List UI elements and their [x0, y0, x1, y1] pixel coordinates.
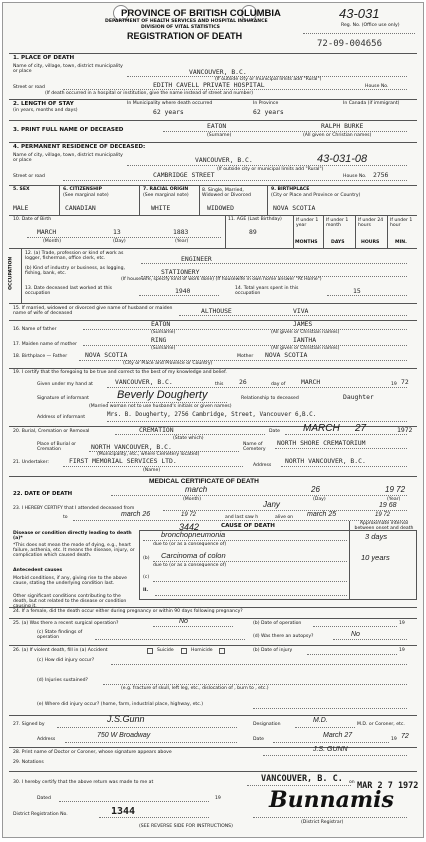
death-year-label: (Year) — [387, 497, 401, 502]
mother-given: IANTHA — [293, 336, 317, 344]
age-col-days: DAYS — [331, 240, 345, 245]
suicide-label: Suicide — [157, 648, 174, 653]
spouse-given: VIVA — [293, 307, 309, 315]
alive-on-year: 19 72 — [375, 512, 391, 518]
mother-label: 17. Maiden name of mother — [13, 342, 78, 347]
birthplace-label: 9. BIRTHPLACE — [271, 187, 310, 192]
last-saw-label: and last saw h — [225, 515, 259, 520]
date-of-death-label: 22. DATE OF DEATH — [13, 491, 73, 497]
deceased-surname: EATON — [207, 122, 227, 130]
disposition-date-month: MARCH — [303, 423, 340, 434]
residence-house-label: House No. — [343, 174, 367, 179]
age-under-1-year: If under 1 year — [296, 218, 319, 228]
stay-canada-label: In Canada (if immigrant) — [343, 101, 400, 106]
birthplace-value: NOVA SCOTIA — [273, 204, 316, 212]
occ-industry-label: (b) Kind of industry or business, as logging, fishing, bank, etc. — [25, 266, 125, 277]
undertaker-address: NORTH VANCOUVER, B.C. — [285, 457, 366, 465]
attended-from: Jany — [263, 500, 280, 509]
cause-b-interval: 10 years — [361, 553, 390, 562]
reg-no-label: Reg. No. (Office use only) — [341, 23, 400, 28]
cause-c-label: (c) — [143, 575, 150, 580]
spouse-label: 15. If married, widowed or divorced give name of husband or maiden name of wife of deceased — [13, 306, 173, 317]
stay-municipality-value: 62 years — [153, 108, 184, 116]
disposition-date-label: Date — [269, 429, 280, 434]
age-under-1-month: If under 1 month — [326, 218, 349, 228]
physician-date: March 27 — [323, 732, 353, 739]
physician-signature: J.S.Gunn — [107, 714, 145, 724]
cause-heading: CAUSE OF DEATH — [221, 523, 275, 529]
disposition-label: 20. Burial, Cremation or Removal — [13, 429, 90, 434]
cause-a-value: bronchopneumonia — [161, 530, 226, 539]
length-of-stay-heading: 2. LENGTH OF STAY — [13, 101, 74, 107]
disposition-value: CREMATION — [139, 426, 174, 434]
autopsy-question: (d) Was there an autopsy? — [253, 634, 314, 639]
burial-place-label: Place of Burial or Cremation — [37, 442, 77, 453]
registrar-place-stamp: VANCOUVER, B. C. — [261, 774, 343, 784]
undertaker-name: FIRST MEMORIAL SERVICES LTD. — [69, 457, 177, 465]
given-under-hand-label: Given under my hand at — [37, 382, 93, 387]
residence-city-value: VANCOUVER, B.C. — [195, 156, 253, 164]
place-of-death-heading: 1. PLACE OF DEATH — [13, 55, 75, 61]
place-city-label: Name of city, village, town, district municipality or place — [13, 64, 123, 75]
informant-signature: Beverly Dougherty — [117, 389, 208, 401]
district-reg-label: District Registration No. — [13, 812, 68, 817]
citizenship-sub: (See marginal note) — [63, 193, 109, 198]
relationship-value: Daughter — [343, 393, 374, 401]
sex-value: MALE — [13, 204, 29, 212]
informant-year: 72 — [401, 378, 409, 386]
stay-municipality-label: In Municipality where death occurred — [127, 101, 213, 106]
antecedent-label: Antecedent causes — [13, 568, 63, 573]
deceased-given-names: RALPH BURKE — [321, 122, 364, 130]
death-day-label: (Day) — [313, 497, 326, 502]
antecedent-hint: Morbid conditions, if any, giving rise to the above cause, stating the underlying condition last. — [13, 576, 127, 587]
place-street-label: Street or road — [13, 85, 45, 90]
place-house-label: House No. — [365, 84, 389, 89]
form-doc-title: REGISTRATION OF DEATH — [127, 31, 243, 41]
father-surname: EATON — [151, 320, 171, 328]
registrar-signature: Bunnamis — [269, 787, 394, 813]
operation-date-year: 19 — [399, 621, 405, 626]
designation-label: Designation — [253, 722, 281, 727]
spouse-surname: ALTHOUSE — [201, 307, 232, 315]
informant-month: MARCH — [301, 378, 321, 386]
dob-label: 10. Date of Birth — [13, 217, 52, 222]
birthplace-mother: NOVA SCOTIA — [265, 351, 308, 359]
informant-year-prefix: 19 — [391, 382, 397, 387]
district-reg-number: 1344 — [111, 806, 136, 817]
instructions-note: (SEE REVERSE SIDE FOR INSTRUCTIONS) — [139, 824, 233, 829]
reg-no-handwritten: 43-031 — [339, 6, 380, 21]
this-label: this — [215, 382, 224, 387]
occ-trade-label: 12. (a) Trade, profession or kind of work as logger, fisherman, office clerk, etc. — [25, 251, 124, 262]
birthplace-father: NOVA SCOTIA — [85, 351, 128, 359]
father-surname-label: (Surname) — [151, 330, 176, 335]
violent-death-label: 26. (a) If violent death, fill in (a) Accident — [13, 648, 108, 653]
age-col-hours: HOURS — [361, 240, 380, 245]
deceased-given-label: (All given or Christian names) — [303, 133, 372, 138]
designation-tail: M.D. or Coroner, etc. — [357, 722, 405, 727]
birthplace-mother-label: Mother — [237, 354, 254, 359]
undertaker-label: 21. Undertaker: — [13, 460, 49, 465]
attended-to-label: to — [63, 515, 68, 520]
marital-value: WIDOWED — [207, 204, 234, 212]
dob-month: MARCH — [37, 228, 57, 236]
cause-footnote: *This does not mean the mode of dying, e.g., heart failure, asthenia, etc. It means the disease, injury, or complication which caused death. — [13, 543, 135, 559]
cemetery-label: Name of Cemetery — [243, 442, 266, 453]
homicide-checkbox[interactable] — [219, 648, 225, 654]
informant-address: Mrs. B. Dougherty, 2756 Cambridge, Street, Vancouver 6,B.C. — [107, 412, 317, 418]
relationship-label: Relationship to deceased — [241, 396, 299, 401]
dated-year-prefix: 19 — [215, 796, 221, 801]
deceased-surname-label: (Surname) — [207, 133, 232, 138]
cause-a-interval: 3 days — [365, 532, 388, 541]
informant-signature-label: Signature of informant — [37, 396, 89, 401]
disposition-date-year: 1972 — [397, 426, 413, 434]
sex-label: 5. SEX — [13, 187, 30, 192]
physician-address: 750 W Broadway — [97, 732, 151, 739]
marital-label: 8. Single, Married, Widowed or Divorced — [202, 188, 251, 199]
residence-handwritten-no: 43-031-08 — [317, 153, 368, 165]
occ-total-years-value: 15 — [353, 287, 361, 295]
informant-day: 26 — [239, 378, 247, 386]
date-of-death-day: 26 — [311, 485, 320, 494]
signed-by-label: 27. Signed by — [13, 722, 45, 727]
date-of-death-year: 19 72 — [385, 485, 406, 494]
date-of-death-month: march — [185, 485, 208, 494]
pregnancy-question: 24. If a female, did the death occur either during pregnancy or within 90 days following pregnancy? — [13, 609, 243, 614]
dob-year-label: (Year) — [175, 239, 189, 244]
form-division: DIVISION OF VITAL STATISTICS — [141, 25, 220, 30]
injury-date-label: (b) Date of injury — [253, 648, 293, 653]
father-given: JAMES — [293, 320, 313, 328]
father-label: 16. Name of father — [13, 327, 57, 332]
informant-address-label: Address of informant — [37, 415, 86, 420]
designation-value: M.D. — [313, 717, 328, 724]
burial-place-hint: (Municipality, etc., where Cemetery located) — [97, 452, 200, 457]
medical-certificate-heading: MEDICAL CERTIFICATE OF DEATH — [149, 478, 259, 485]
surgery-answer: No — [179, 618, 188, 625]
disposition-date-day: 27 — [355, 423, 367, 434]
residence-street-value: CAMBRIDGE STREET — [153, 171, 215, 179]
cemetery-value: NORTH SHORE CREMATORIUM — [277, 439, 366, 447]
occ-last-worked-value: 1940 — [175, 287, 191, 295]
residence-hint: (If outside city or municipal limits add "Rural") — [217, 167, 324, 172]
dob-year: 1883 — [173, 228, 189, 236]
injury-how-label: (c) How did injury occur? — [37, 658, 95, 663]
interval-heading: Approximate interval between onset and death — [354, 521, 414, 531]
cause-b-label: (b) — [143, 556, 150, 561]
residence-street-label: Street or road — [13, 174, 45, 179]
cause-b-value: Carcinoma of colon — [161, 551, 226, 560]
attended-label: 23. I HEREBY CERTIFY that I attended deceased from — [13, 506, 135, 511]
place-street-hint: (If death occurred in a hospital or institution, give the name instead of street and number) — [45, 91, 254, 96]
day-of-label: day of — [271, 382, 286, 387]
residence-city-label: Name of city, village, town, district municipality or place — [13, 153, 123, 164]
certify-informant-label: 19. I certify that the foregoing to be true and correct to the best of my knowledge and belief. — [13, 370, 227, 375]
age-value: 89 — [249, 228, 257, 236]
informant-signature-hint: (Married woman not to use husband's initials or given names) — [89, 404, 232, 409]
print-doctor-label: 28. Print name of Doctor or Coroner, whose signature appears above — [13, 750, 172, 755]
stamped-reg-number: 72-09-004656 — [317, 39, 383, 49]
birthplace-sub: (City or Place and Province or Country) — [271, 193, 361, 198]
burial-place-value: NORTH VANCOUVER, B.C. — [91, 443, 172, 451]
findings-label: (c) State findings of operation — [37, 630, 83, 641]
form-province-title: PROVINCE OF BRITISH COLUMBIA — [121, 8, 281, 19]
attended-to-year: 19 72 — [181, 512, 197, 518]
print-doctor-value: J.S. GUNN — [313, 746, 348, 753]
full-name-heading: 3. PRINT FULL NAME OF DECEASED — [13, 127, 124, 133]
age-col-min: MIN. — [395, 240, 407, 245]
place-street-value: EDITH CAVELL PRIVATE HOSPITAL — [153, 81, 265, 89]
accident-checkbox[interactable] — [147, 648, 153, 654]
other-conditions-label: Other significant conditions contributing to the death, but not related to the disease or condition causing it. — [13, 594, 127, 610]
occupation-side-label: OCCUPATION — [8, 256, 14, 290]
alive-on-label: alive on — [275, 515, 294, 520]
injuries-sustained-hint: (e.g. fracture of skull, left leg, etc., dislocation of , burn to , etc.) — [121, 686, 269, 691]
homicide-label: Homicide — [191, 648, 213, 653]
stay-province-value: 62 years — [253, 108, 284, 116]
place-city-value: VANCOUVER, B.C. — [189, 68, 247, 76]
occ-industry-value: STATIONERY — [161, 268, 200, 276]
occ-trade-value: ENGINEER — [181, 255, 212, 263]
operation-date-label: (b) Date of operation — [253, 621, 302, 626]
citizenship-label: 6. CITIZENSHIP — [63, 187, 103, 192]
mother-surname-label: (Surname) — [151, 346, 176, 351]
form-department: DEPARTMENT OF HEALTH SERVICES AND HOSPITAL INSURANCE — [105, 19, 268, 24]
registrar-on-label: on — [349, 780, 355, 785]
age-label: 11. AGE (Last Birthday) — [228, 217, 282, 222]
stay-province-label: In Province — [253, 101, 279, 106]
physician-date-year-prefix: 19 — [391, 737, 397, 742]
surgery-question: 25. (a) Was there a recent surgical operation? — [13, 621, 119, 626]
injury-where-label: (e) Where did injury occur? (home, farm, industrial place, highway, etc.) — [37, 702, 204, 707]
birthplace-parents-label: 18. Birthplace — Father — [13, 354, 68, 359]
occ-last-worked-label: 13. Date deceased last worked at this occupation — [25, 286, 113, 297]
attended-to: march 26 — [121, 511, 151, 518]
father-given-label: (All given or Christian names) — [271, 330, 340, 335]
length-of-stay-sub: (in years, months and days) — [13, 108, 78, 113]
registrar-date-stamp: MAR 2 7 1972 — [357, 781, 419, 791]
attended-from-year: 19 68 — [379, 502, 397, 509]
due-to-b-label: due to (or as a consequence of) — [153, 563, 227, 568]
district-registrar-label: (District Registrar) — [301, 820, 344, 825]
cause-ii-label: II. — [143, 588, 149, 593]
physician-date-year: 72 — [401, 733, 409, 740]
mother-given-label: (All given or Christian names) — [271, 346, 340, 351]
injuries-sustained-label: (d) Injuries sustained? — [37, 678, 88, 683]
occ-industry-hint: (If housewife, specify kind of work done) (If housewife in own home answer "At Home") — [121, 277, 322, 282]
injury-date-year: 19 — [399, 648, 405, 653]
citizenship-value: CANADIAN — [65, 204, 96, 212]
birthplace-parents-hint: (City or Place and Province or Country) — [123, 361, 213, 366]
suicide-checkbox[interactable] — [181, 648, 187, 654]
dated-label: Dated — [37, 796, 51, 801]
physician-date-label: Date — [253, 737, 264, 742]
mother-surname: RING — [151, 336, 167, 344]
cause-code-handwritten: 3442 — [179, 522, 200, 532]
age-under-1-hour: If under 1 hour — [390, 218, 413, 228]
given-under-hand-place: VANCOUVER, B.C. — [115, 378, 173, 386]
due-to-a-label: due to (or as a consequence of) — [153, 542, 227, 547]
autopsy-answer: No — [351, 631, 360, 638]
age-col-months: MONTHS — [295, 240, 318, 245]
residence-heading: 4. PERMANENT RESIDENCE OF DECEASED: — [13, 144, 146, 150]
disposition-state-hint: (State which) — [173, 436, 204, 441]
racial-origin-sub: (See marginal note) — [143, 193, 189, 198]
dob-month-label: (Month) — [43, 239, 61, 244]
undertaker-address-label: Address — [253, 463, 272, 468]
age-under-24-hours: If under 24 hours — [358, 218, 384, 228]
racial-origin-label: 7. RACIAL ORIGIN — [143, 187, 189, 192]
cause-disease-label: Disease or condition directly leading to death (a)* — [13, 531, 132, 542]
racial-origin-value: WHITE — [151, 204, 171, 212]
dob-day-label: (Day) — [113, 239, 126, 244]
occ-total-years-label: 14. Total years spent in this occupation — [235, 286, 299, 297]
undertaker-name-label: (Name) — [143, 468, 161, 473]
place-city-hint: (If outside city or municipal limits add "Rural") — [215, 77, 322, 82]
alive-on-date: march 25 — [307, 511, 337, 518]
physician-address-label: Address — [37, 737, 56, 742]
residence-house-value: 2756 — [373, 171, 389, 179]
notations-label: 29. Notations — [13, 760, 44, 765]
registrar-certify-label: 30. I hereby certify that the above return was made to me at — [13, 780, 154, 785]
death-registration-form — [2, 2, 424, 838]
dob-day: 13 — [113, 228, 121, 236]
death-month-label: (Month) — [183, 497, 201, 502]
